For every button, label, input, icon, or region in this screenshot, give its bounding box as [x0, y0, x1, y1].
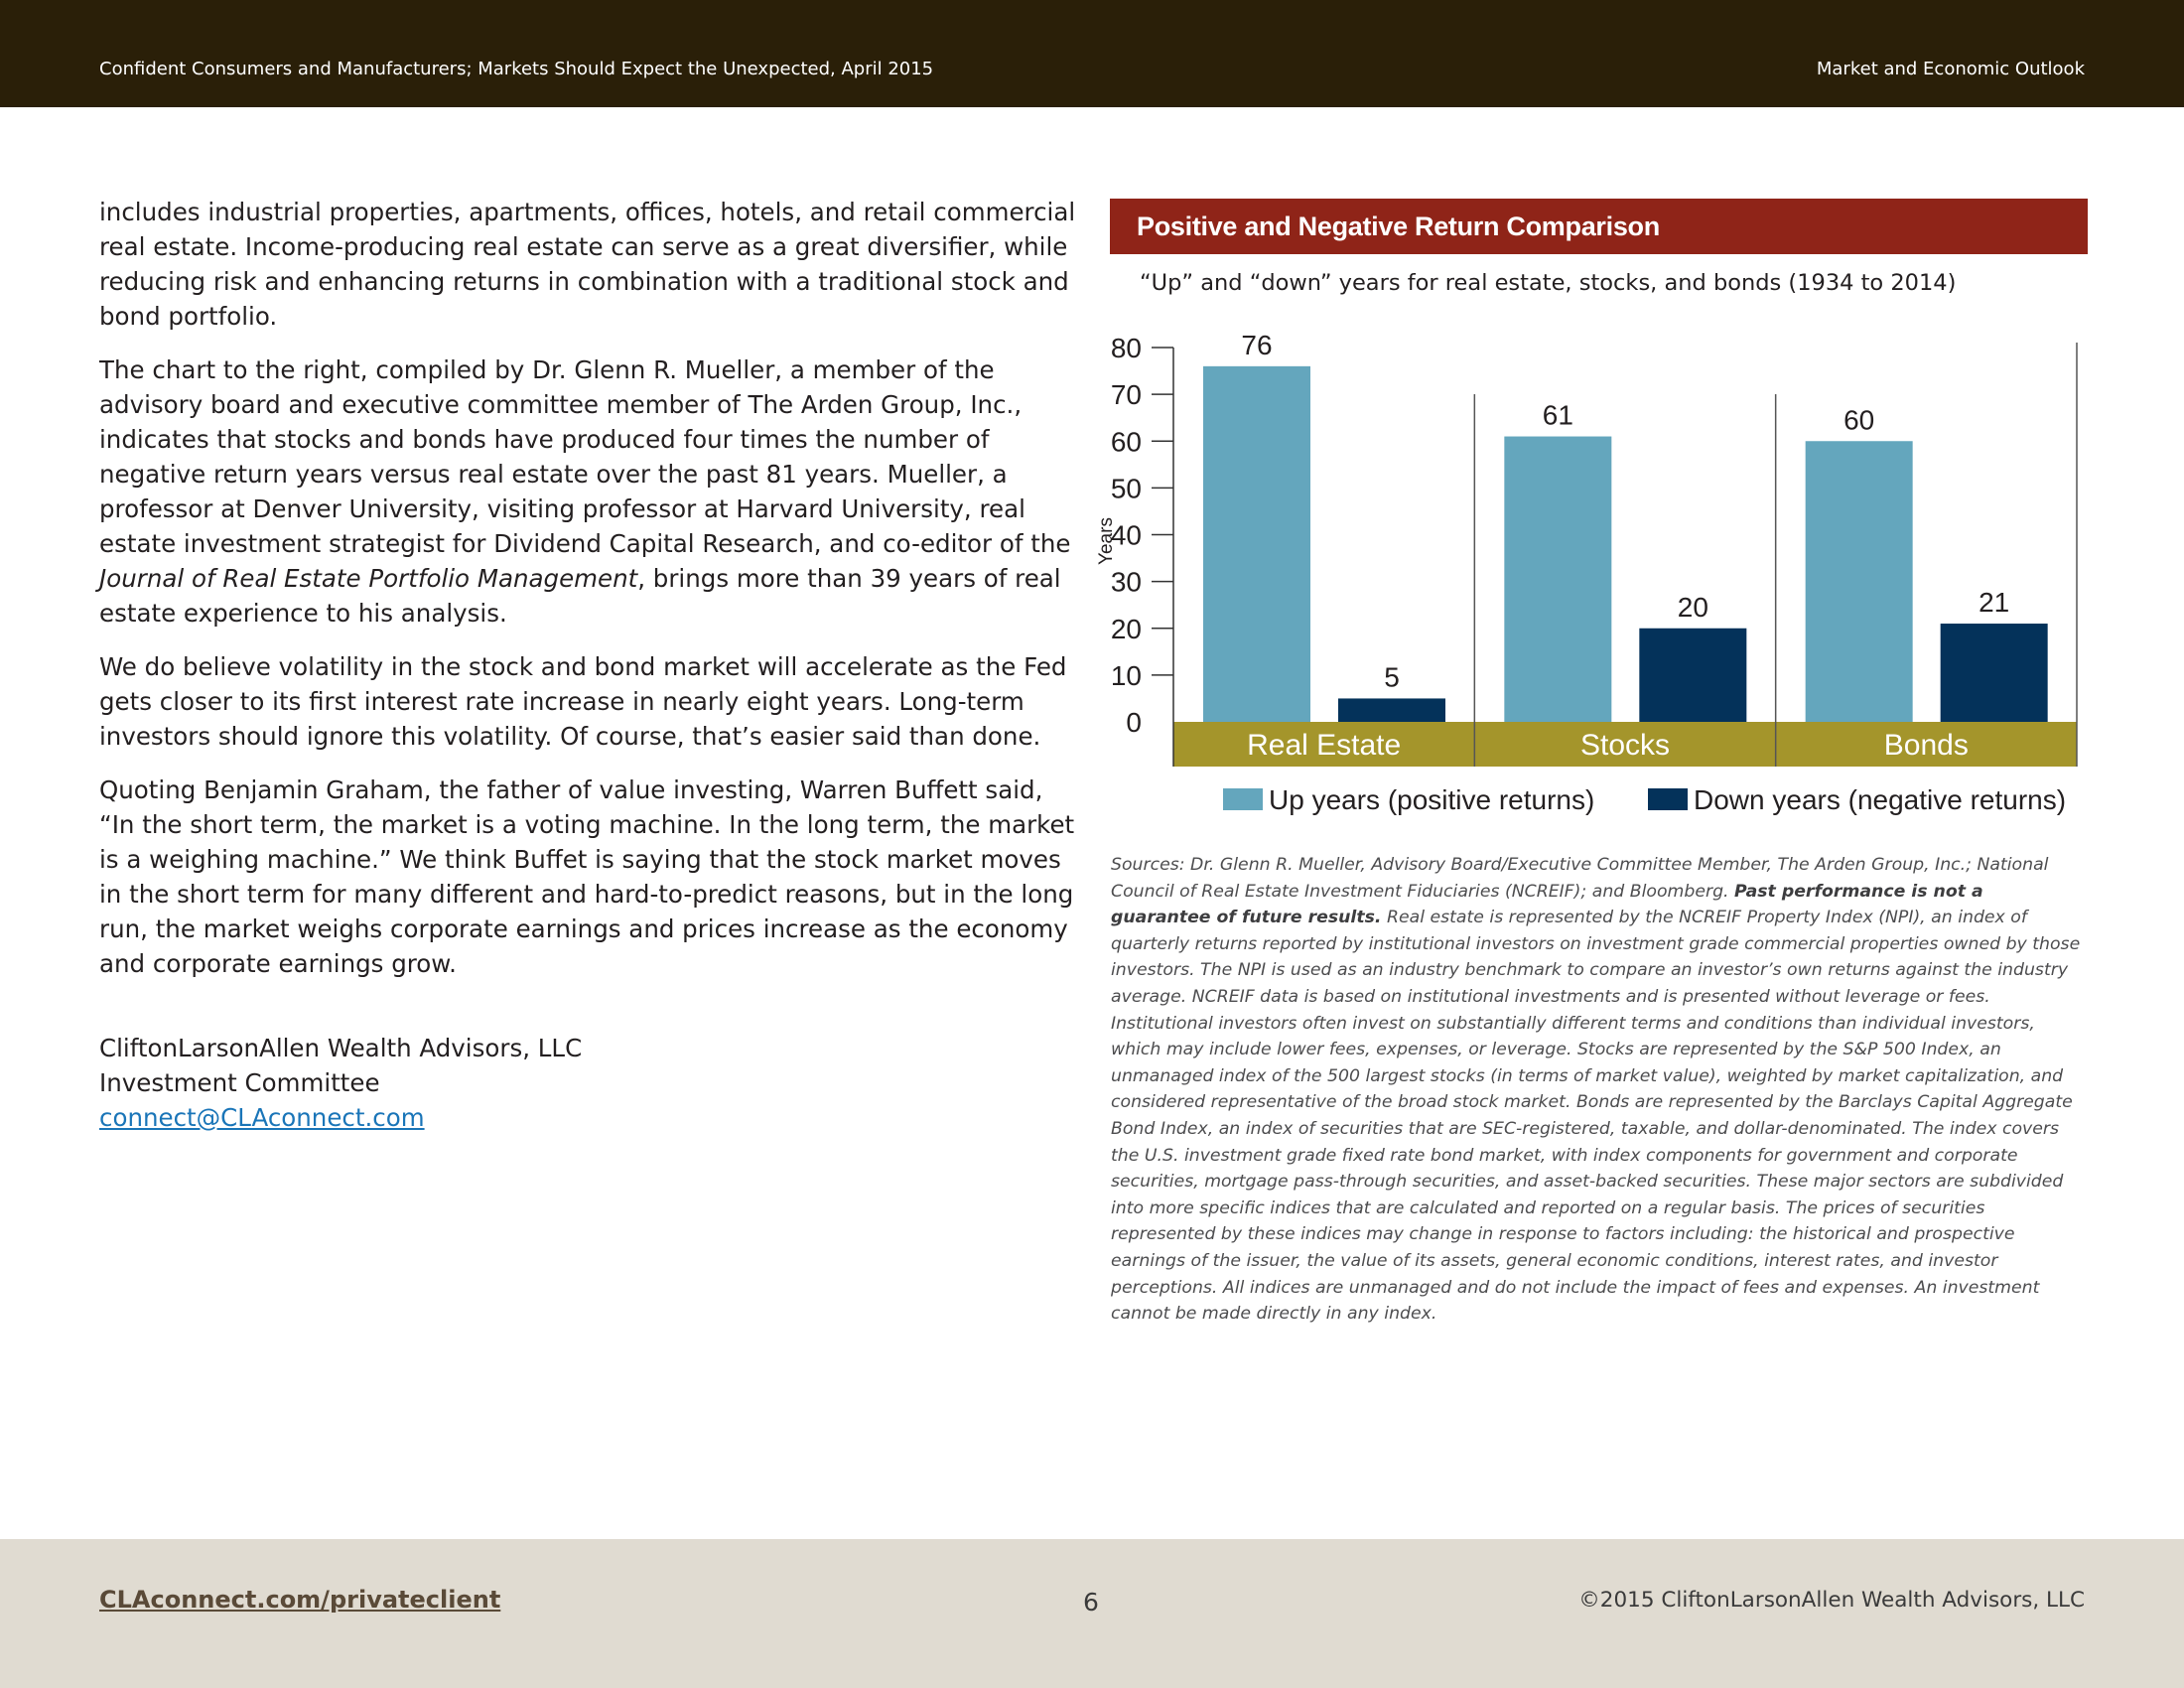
category-label: Real Estate — [1247, 729, 1402, 762]
legend-item-up — [1223, 784, 1594, 816]
y-tick-label: 30 — [1110, 566, 1142, 598]
bar-chart — [1092, 318, 2095, 774]
footer-website-link[interactable]: CLAconnect.com/privateclient — [99, 1586, 501, 1614]
legend-item-down — [1648, 784, 2066, 816]
section-title: Market and Economic Outlook — [1816, 59, 2085, 79]
chart-title-bar — [1110, 199, 2088, 254]
category-label: Bonds — [1883, 729, 1969, 762]
legend-swatch-down — [1648, 788, 1688, 810]
y-axis-label: Years — [1096, 517, 1117, 565]
bar-up — [1203, 366, 1310, 722]
paragraph-2 — [99, 352, 1082, 631]
y-tick-label: 0 — [1126, 707, 1142, 738]
signature-company: CliftonLarsonAllen Wealth Advisors, LLC — [99, 1034, 583, 1062]
bar-down — [1941, 624, 2048, 722]
paragraph-2-text-a: The chart to the right, compiled by Dr. Glenn R. Mueller, a member of the advisory board and executive committee member of The Arden Group, Inc., indicates that stocks and bonds have produced four times the number of negative return years versus real estate over the past 81 years. Mueller, a professor at Denver University, visiting professor at Harvard University, real estate investment strategist for Dividend Capital Research, and co-editor of the — [99, 355, 1071, 558]
legend-swatch-up — [1223, 788, 1263, 810]
past-performance-note: Past performance is not a guarantee of future results. — [1111, 881, 1983, 928]
bar-value-label: 61 — [1542, 399, 1573, 431]
paragraph-3: We do believe volatility in the stock and bond market will accelerate as the Fed gets closer to its first interest rate increase in nearly eight years. Long-term investors should ignore this volatility. Of course, that’s easier said than done. — [99, 652, 1067, 751]
chart-subtitle: “Up” and “down” years for real estate, stocks, and bonds (1934 to 2014) — [1140, 270, 1957, 296]
y-tick-label: 40 — [1110, 519, 1142, 551]
bar-value-label: 21 — [1979, 587, 2010, 619]
y-tick-label: 10 — [1110, 659, 1142, 691]
y-tick-label: 80 — [1110, 333, 1142, 363]
document-title: Confident Consumers and Manufacturers; Markets Should Expect the Unexpected, April 2015 — [99, 59, 934, 79]
legend-label-up: Up years (positive returns) — [1269, 784, 1595, 815]
body-text-column — [99, 195, 1082, 1135]
signature-committee: Investment Committee — [99, 1068, 380, 1097]
sources-text-a: Sources: Dr. Glenn R. Mueller, Advisory Board/Executive Committee Member, The Arden Group, Inc.; National Council of Real Estate Investment Fiduciaries (NCREIF); and Bloomberg. — [1111, 855, 2049, 902]
sources-text-b: Real estate is represented by the NCREIF Property Index (NPI), an index of quarterly returns reported by institutional investors on investment grade commercial properties owned by those investors. The NPI is used as an industry benchmark to compare an investor’s own returns against the industry average. NCREIF data is based on institutional investments and is presented without leverage or fees. Institutional investors often invest on substantially different terms and conditions than individual investors, which may include lower fees, expenses, or leverage. Stocks are represented by the S&P 500 Index, an unmanaged index of the 500 largest stocks (in terms of market value), weighted by market capitalization, and considered representative of the broad stock market. Bonds are represented by the Barclays Capital Aggregate Bond Index, an index of securities that are SEC-registered, taxable, and dollar-denominated. The index covers the U.S. investment grade fixed rate bond market, with index components for government and corporate securities, mortgage pass-through securities, and asset-backed securities. These major sectors are subdivided into more specific indices that are calculated and reported on a regular basis. The prices of securities represented by these indices may change in response to factors including: the historical and prospective earnings of the issuer, the value of its assets, general economic conditions, interest rates, and investor perceptions. All indices are unmanaged and do not include the impact of fees and expenses. An investment cannot be made directly in any index. — [1111, 908, 2081, 1325]
paragraph-2-text-b: , brings more than 39 years of real estate experience to his analysis. — [99, 564, 1061, 628]
page-number: 6 — [1083, 1588, 1099, 1617]
y-tick-label: 70 — [1110, 379, 1142, 411]
bar-value-label: 5 — [1384, 661, 1400, 693]
footer-bar — [0, 1539, 2184, 1688]
legend-label-down: Down years (negative returns) — [1694, 784, 2067, 815]
y-tick-label: 50 — [1110, 473, 1142, 504]
y-tick-label: 20 — [1110, 613, 1142, 644]
paragraph-4: Quoting Benjamin Graham, the father of value investing, Warren Buffett said, “In the short term, the market is a voting machine. In the long term, the market is a weighing machine.” We think Buffet is saying that the stock market moves in the short term for many different and hard-to-predict reasons, but in the long run, the market weighs corporate earnings and prices increase as the economy and corporate earnings grow. — [99, 775, 1075, 978]
journal-title: Journal of Real Estate Portfolio Management — [99, 564, 638, 593]
bar-value-label: 60 — [1843, 404, 1875, 436]
footer-copyright: ©2015 CliftonLarsonAllen Wealth Advisors, LLC — [1578, 1588, 2085, 1613]
bar-value-label: 20 — [1677, 591, 1708, 623]
chart-title: Positive and Negative Return Comparison — [1137, 211, 1660, 241]
signature-block — [99, 1031, 1082, 1135]
y-tick-label: 60 — [1110, 426, 1142, 458]
category-label: Stocks — [1579, 729, 1671, 762]
bar-down — [1639, 629, 1746, 722]
bar-up — [1504, 437, 1611, 722]
bar-value-label: 76 — [1241, 329, 1273, 360]
contact-email-link[interactable]: connect@CLAconnect.com — [99, 1103, 425, 1132]
bar-down — [1338, 698, 1445, 722]
paragraph-1: includes industrial properties, apartments, offices, hotels, and retail commercial real estate. Income-producing real estate can serve as a great diversifier, while reducing risk and enhancing returns in combination with a traditional stock and bond portfolio. — [99, 198, 1076, 331]
top-header-bar — [0, 0, 2184, 107]
sources-disclaimer — [1111, 852, 2089, 1328]
bar-up — [1806, 441, 1913, 722]
